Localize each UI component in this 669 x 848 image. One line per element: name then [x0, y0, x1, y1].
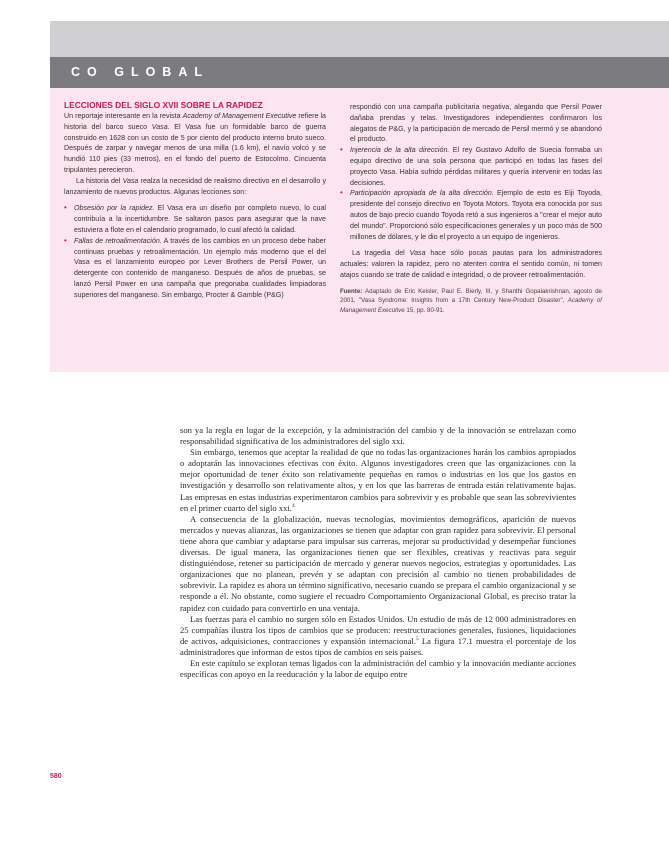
- box-bullet-1: • Obsesión por la rapidez. El Vasa era un diseño por completo nuevo, lo cual contribuía a la incertidumbre. Se saltaron pasos para asegurar que la nave estuviera a flote en el calendario programado, lo cual afectó la calidad.: [64, 203, 326, 234]
- box-intro: Un reportaje interesante en la revista Academy of Management Executive refiere la historia del barco sueco Vasa. El Vasa fue un formidable barco de guerra construido en 1628 con un costo de 5 por ciento del producto interno bruto sueco. Después de zarpar y navegar menos de una milla (1.6 km), el navío volcó y se hundió 110 pies (33 metros), en el fondo del puerto de Estocolmo. Cincuenta tripulantes perecieron.: [64, 112, 327, 174]
- bullet-icon: •: [340, 145, 343, 155]
- section-label: CO GLOBAL: [71, 65, 209, 79]
- box-paragraph-2: La historia del Vasa realza la necesidad de realismo directivo en el desarrollo y lanzamiento de nuevos productos. Algunas lecciones son:: [64, 176, 326, 196]
- body-paragraph-2: Sin embargo, tenemos que aceptar la realidad de que no todas las organizaciones harán los cambios apropiados o adoptarán las innovaciones efectivas con éxito. Algunos investigadores creen que las organizaciones con la mejor oportunidad de tener éxito son relativamente pequeñas en ramos o industrias en los que los gastos en investigación y desarrollo son relativamente altos, y en los que las barreras de entrada están relativamente bajas. Las empresas en estas industrias experimentaron cambios para sobrevivir y es probable que sean las sobrevivientes en el primer cuarto del siglo xxi.$^4$: [180, 447, 576, 513]
- box-source: Fuente: Adaptado de Eric Keisler, Paul E. Bierly, III, y Shanthi Gopalakrishnan, agosto de 2001, "Vasa Syndrome: Insights from a 17th Century New-Product Disaster", Academy of Management Executive 15, pp. 80-91.: [340, 287, 602, 314]
- box-right-column: [340, 102, 602, 315]
- body-text: [180, 425, 576, 680]
- header-gray-bar: [50, 21, 669, 57]
- box-bullet-2: • Fallas de retroalimentación. A través de los cambios en un proceso debe haber continuas pruebas y retroalimentación. Un ejemplo más moderno que el del Vasa es el lanzamiento europeo por Lever Brothers de Persil Power, un detergente con contenido de manganeso. Después de años de pruebas, se lanzó Persil Power en una campaña que pregonaba cualidades limpiadoras superiores del manganeso. Sin embargo, Procter & Gamble (P&G): [64, 235, 326, 299]
- box-left-column: [64, 100, 326, 301]
- sidebar-box: [50, 88, 669, 372]
- box-bullet-2-continued: respondió con una campaña publicitaria negativa, alegando que Persil Power dañaba prendas y telas. Investigadores independientes confirmaron los alegatos de P&G, y la participación de mercado de Persil mermó y se abandonó el producto.: [350, 103, 602, 144]
- footnote-ref: 5: [415, 635, 419, 642]
- bullet-icon: •: [340, 188, 343, 198]
- box-bullet-3: • Injerencia de la alta dirección. El rey Gustavo Adolfo de Suecia formaba un equipo directivo de una sola persona que participó en todas las fases del proyecto Vasa. Había sufrido pérdidas militares y quería intervenir en todas las decisiones.: [340, 145, 602, 187]
- bullet-icon: •: [64, 235, 67, 245]
- box-bullet-4: • Participación apropiada de la alta dirección. Ejemplo de esto es Eiji Toyoda, presidente del consejo directivo en Toyota Motors. Toyota era conocida por sus autos de bajo precio cuando Toyoda retó a sus ingenieros a "crear el mejor auto del mundo". Proporcionó sólo especificaciones generales y un poco más de 500 millones de dólares, y le dio el proyecto a un equipo de ingenieros.: [340, 188, 602, 241]
- body-paragraph-5: En este capítulo se exploran temas ligados con la administración del cambio y la innovación mediante acciones específicas con apoyo en la reeducación y la labor de equipo entre: [180, 657, 576, 680]
- box-title: LECCIONES DEL SIGLO XVII SOBRE LA RAPIDEZ: [64, 100, 263, 110]
- body-paragraph-4: Las fuerzas para el cambio no surgen sólo en Estados Unidos. Un estudio de más de 12 000 administradores en 25 compañías ilustra los tipos de cambios que se producen: reestructuraciones generales, fusiones, liquidaciones de activos, adquisiciones, contracciones y expansión internacional.$^5$ La figura 17.1 muestra el porcentaje de los administradores que informan de estos tipos de cambios en seis países.: [180, 613, 576, 657]
- bullet-icon: •: [64, 203, 67, 213]
- body-paragraph-3: A consecuencia de la globalización, nuevas tecnologías, movimientos demográficos, aparición de nuevos mercados y nuevas alianzas, las organizaciones se tienen que adaptar con gran rapidez para sobrevivir. El personal tiene ahora que cambiar y adaptarse para impulsar sus carreras, mejorar su productividad y desempeñar funciones diversas. De igual manera, las organizaciones tienen que ser flexibles, creativas y reactivas para seguir distinguiéndose, retener su participación de mercado y generar nuevos negocios, estrategias y oportunidades. Las organizaciones que no planean, prevén y se adaptan con precisión al cambio no tienen probabilidades de sobrevivir. La rapidez es ahora un término significativo, necesario cuando se prepara el cambio organizacional y se responde a él. No obstante, como sugiere el recuadro Comportamiento Organizacional Global, es preciso tratar la rapidez con cuidado para convertirlo en una ventaja.: [180, 513, 576, 613]
- section-band: [50, 57, 669, 88]
- box-closing: La tragedia del Vasa hace sólo pocas pautas para los administradores actuales: valoren la rapidez, pero no atenten contra el sentido común, ni tomen atajos cuando se trate de calidad e integridad, o de proveer retroalimentación.: [340, 249, 603, 279]
- footnote-ref: 4: [291, 502, 295, 509]
- body-paragraph-1: son ya la regla en lugar de la excepción, y la administración del cambio y de la innovación se entrelazan como responsabilidad significativa de los administradores del siglo xxi.: [180, 425, 576, 447]
- page-number: 580: [50, 773, 62, 780]
